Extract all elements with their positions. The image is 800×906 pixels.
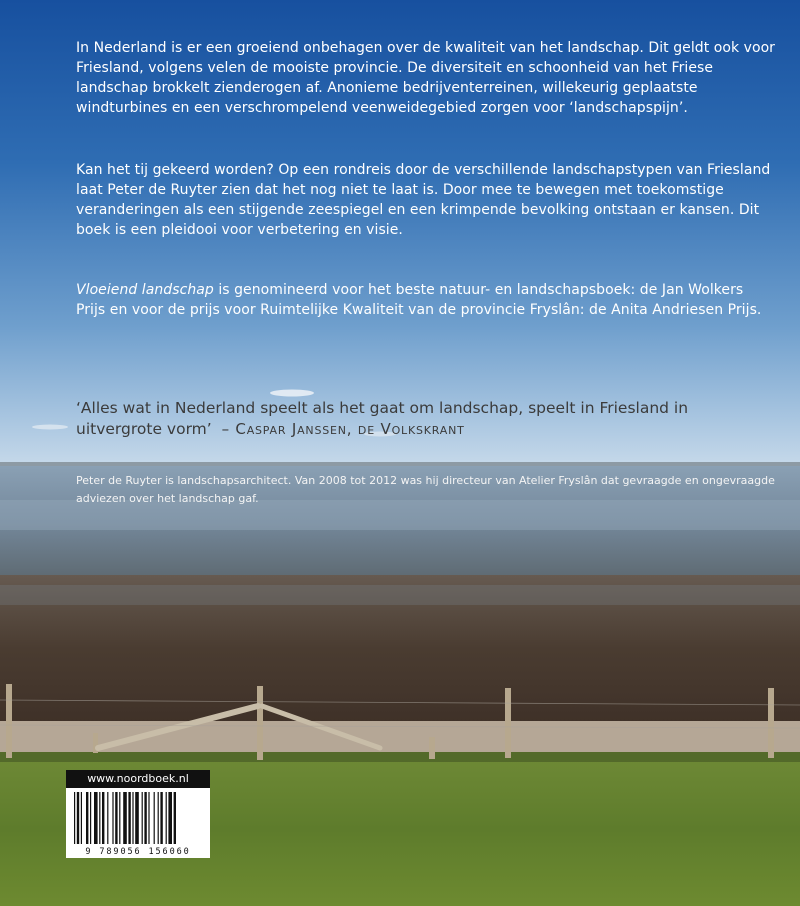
barcode-panel xyxy=(66,770,210,858)
blurb-paragraph-3 xyxy=(76,280,776,320)
mudflat-puddles xyxy=(0,585,800,605)
isbn-digits: 9 789056 156060 xyxy=(85,847,191,857)
nomination-text: is genomineerd voor het beste natuur- en landschapsboek: de Jan Wolkers Prijs en voor de prijs voor Ruimtelijke Kwaliteit van de provincie Fryslân: de Anita Andriesen Prijs. xyxy=(76,282,762,318)
quote-attribution: – Caspar Janssen, de Volkskrant xyxy=(221,420,465,438)
fence-post xyxy=(6,684,12,758)
quote-text: ‘Alles wat in Nederland speelt als het gaat om landschap, speelt in Friesland in uitvergrote vorm’ xyxy=(76,399,689,438)
fence-post xyxy=(429,737,435,759)
cloud xyxy=(32,425,68,430)
barcode-icon xyxy=(66,790,210,848)
publisher-url: www.noordboek.nl xyxy=(66,770,210,788)
fence-post xyxy=(768,688,774,758)
grass-shadow xyxy=(0,752,800,762)
fence-post xyxy=(505,688,511,758)
book-title: Vloeiend landschap xyxy=(76,282,214,298)
fence-post xyxy=(257,686,263,760)
review-quote xyxy=(76,398,776,440)
cloud xyxy=(270,390,314,397)
author-bio: Peter de Ruyter is landschapsarchitect. Van 2008 tot 2012 was hij directeur van Atelier Fryslân dat gevraagde en ongevraagde adviezen over het landschap gaf. xyxy=(76,474,775,505)
blurb-paragraph-2 xyxy=(76,160,776,240)
blurb-paragraph-1 xyxy=(76,38,776,118)
horizon-line xyxy=(0,462,800,466)
blurb-paragraph-2-text: Kan het tij gekeerd worden? Op een rondreis door de verschillende landschapstypen van Friesland laat Peter de Ruyter zien dat het nog niet te laat is. Door mee te bewegen met toekomstige veranderingen als een stijgende zeespiegel en een krimpende bevolking ontstaan er kansen. Dit boek is een pleidooi voor verbetering en visie. xyxy=(76,162,771,238)
blurb-paragraph-1-text: In Nederland is er een groeiend onbehagen over de kwaliteit van het landschap. Dit geldt ook voor Friesland, volgens velen de mooiste provincie. De diversiteit en schoonheid van het Friese landschap brokkelt zienderogen af. Anonieme bedrijventerreinen, willekeurig geplaatste windturbines en een verschrompelend veenweidegebied zorgen voor ‘landschapspijn’. xyxy=(76,40,775,116)
